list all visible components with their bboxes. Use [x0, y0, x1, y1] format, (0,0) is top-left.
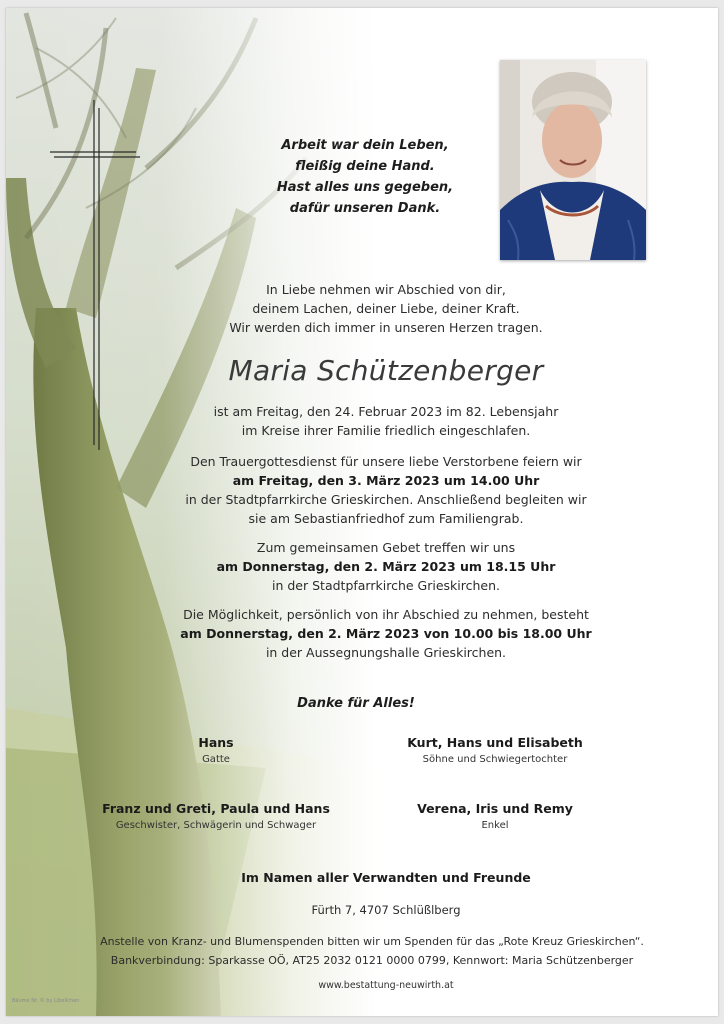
funeral-mass-date: am Freitag, den 3. März 2023 um 14.00 Uhr	[232, 473, 540, 488]
funeral-burial: sie am Sebastianfriedhof zum Familiengrab.	[248, 511, 524, 526]
death-notice	[136, 402, 636, 440]
mourner-relation: Geschwister, Schwägerin und Schwager	[115, 820, 317, 831]
family-address: Fürth 7, 4707 Schlüßlberg	[311, 903, 461, 917]
farewell-line: deinem Lachen, deiner Liebe, deiner Kraft.	[252, 301, 520, 316]
farewell-line: In Liebe nehmen wir Abschied von dir,	[266, 282, 506, 297]
funeral-mass-info	[136, 452, 636, 528]
death-notice-line: im Kreise ihrer Familie friedlich eingeschlafen.	[241, 423, 531, 438]
prayer-info	[136, 538, 636, 595]
bank-details: Bankverbindung: Sparkasse OÖ, AT25 2032 0121 0000 0799, Kennwort: Maria Schützenberger	[110, 954, 634, 967]
mourner-names: Kurt, Hans und Elisabeth	[407, 735, 583, 750]
obituary-sheet	[6, 8, 718, 1016]
mourner-names: Verena, Iris und Remy	[417, 801, 573, 816]
donation-notice	[66, 932, 678, 970]
mourner-relation: Enkel	[481, 820, 509, 831]
mourner-entry	[345, 800, 645, 834]
poem-line: Hast alles uns gegeben,	[276, 180, 454, 195]
viewing-place: in der Aussegnungshalle Grieskirchen.	[265, 645, 507, 660]
mourner-entry	[345, 734, 645, 768]
mourner-names: Hans	[198, 735, 234, 750]
mourner-relation: Söhne und Schwiegertochter	[422, 754, 568, 765]
mourner-relation: Gatte	[202, 754, 230, 765]
thanks-heading: Danke für Alles!	[297, 696, 415, 711]
closing-line: Im Namen aller Verwandten und Freunde	[241, 870, 531, 885]
viewing-info	[136, 605, 636, 662]
farewell-line: Wir werden dich immer in unseren Herzen tragen.	[229, 320, 543, 335]
poem-line: fleißig deine Hand.	[295, 159, 435, 174]
portrait-photo	[500, 60, 646, 260]
website-link[interactable]: www.bestattung-neuwirth.at	[318, 980, 454, 991]
prayer-place: in der Stadtpfarrkirche Grieskirchen.	[272, 578, 500, 593]
viewing-date: am Donnerstag, den 2. März 2023 von 10.00 bis 18.00 Uhr	[180, 626, 592, 641]
deceased-name: Maria Schützenberger	[228, 354, 544, 387]
death-notice-line: ist am Freitag, den 24. Februar 2023 im 82. Lebensjahr	[213, 404, 559, 419]
mourner-entry	[66, 800, 366, 834]
memorial-poem	[250, 135, 480, 219]
prayer-intro: Zum gemeinsamen Gebet treffen wir uns	[256, 540, 516, 555]
image-credit: Bäume Nr. © by Libellchen	[12, 998, 80, 1004]
donation-line: Anstelle von Kranz- und Blumenspenden bitten wir um Spenden für das „Rote Kreuz Grieskirchen“.	[100, 935, 644, 948]
prayer-date: am Donnerstag, den 2. März 2023 um 18.15 Uhr	[216, 559, 556, 574]
viewing-intro: Die Möglichkeit, persönlich von ihr Abschied zu nehmen, besteht	[183, 607, 589, 622]
funeral-mass-place: in der Stadtpfarrkirche Grieskirchen. Anschließend begleiten wir	[185, 492, 587, 507]
cross-icon	[50, 100, 140, 450]
mourner-names: Franz und Greti, Paula und Hans	[102, 801, 330, 816]
poem-line: Arbeit war dein Leben,	[281, 138, 449, 153]
mourner-entry	[66, 734, 366, 768]
poem-line: dafür unseren Dank.	[289, 201, 441, 216]
farewell-text	[136, 280, 636, 337]
funeral-mass-intro: Den Trauergottesdienst für unsere liebe Verstorbene feiern wir	[190, 454, 582, 469]
